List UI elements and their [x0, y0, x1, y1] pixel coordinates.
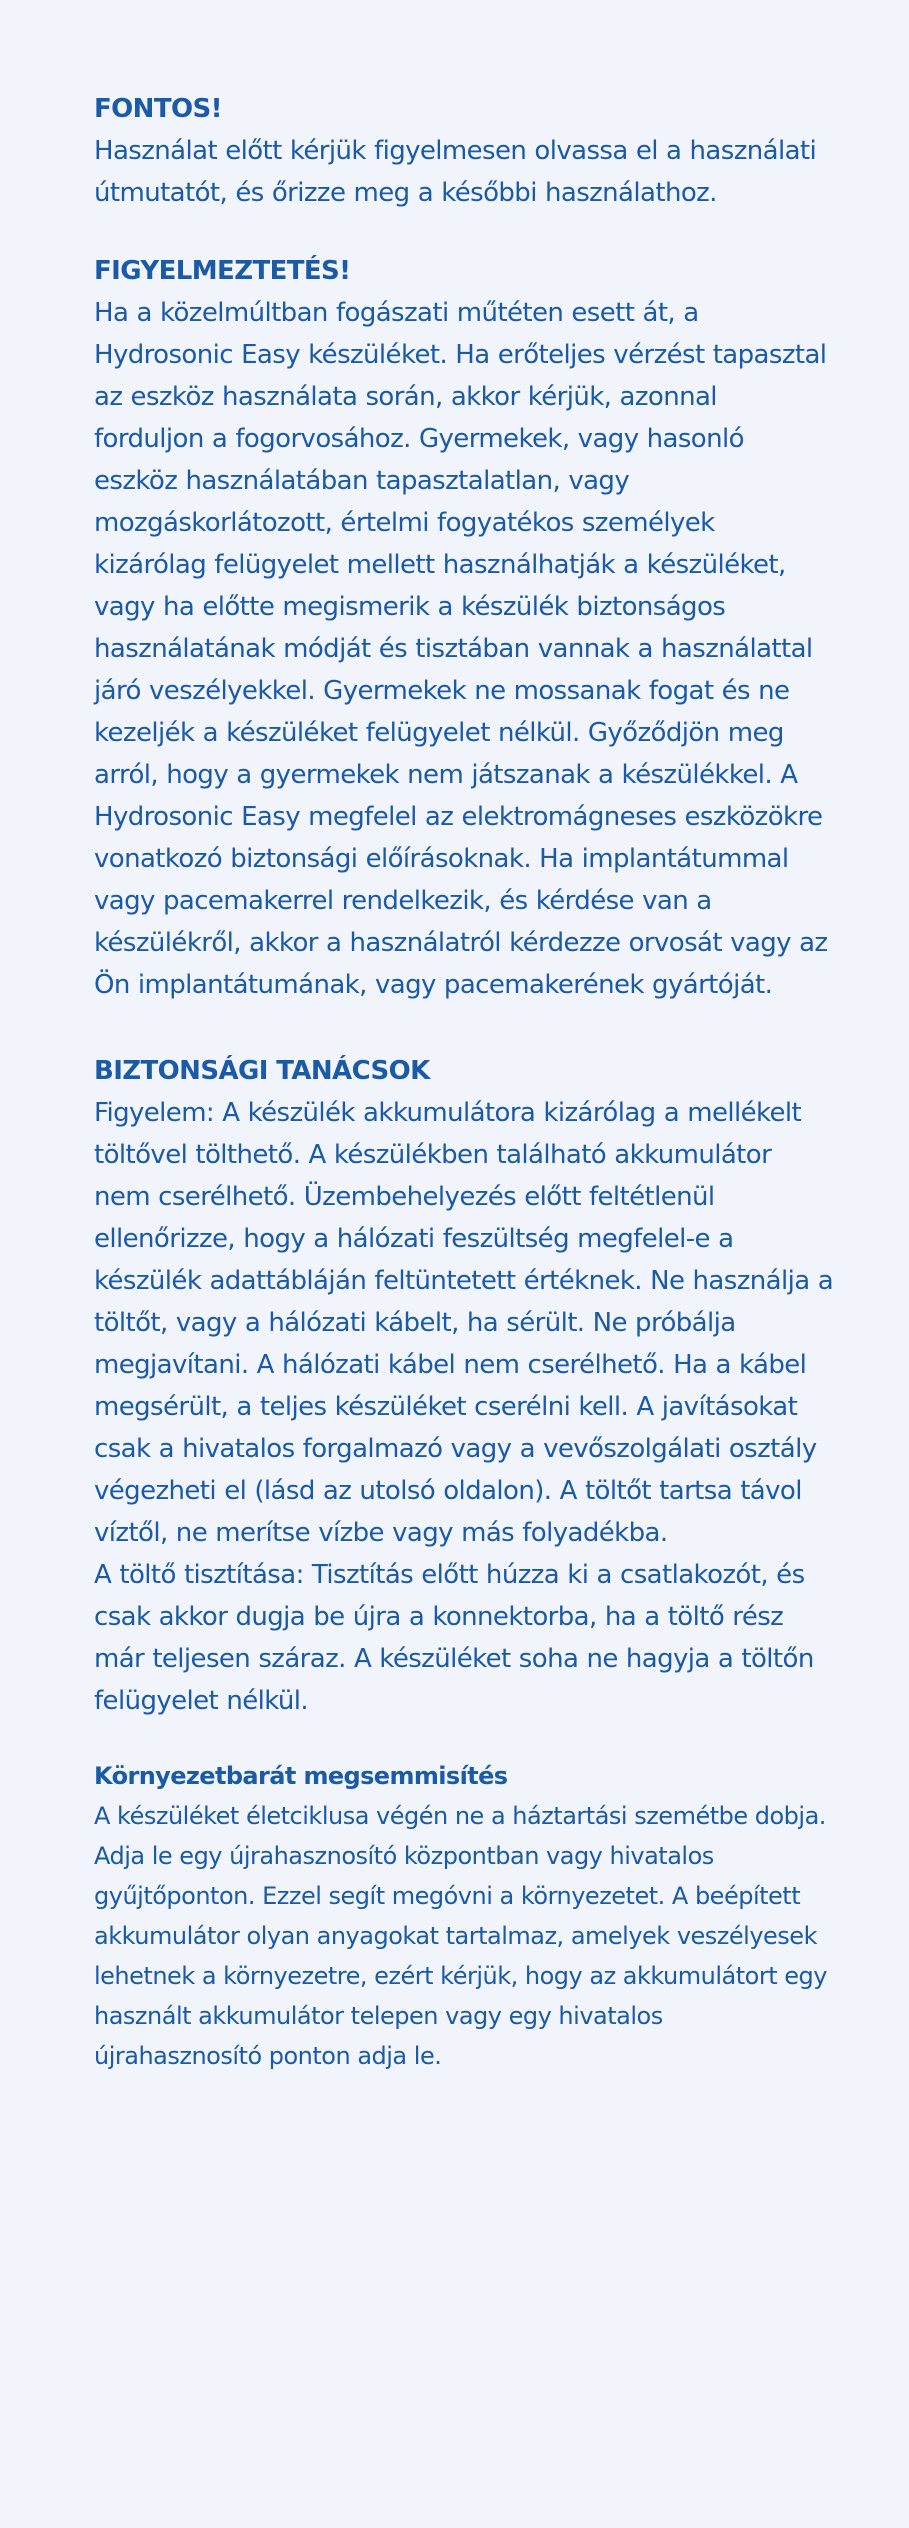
important-heading: FONTOS!	[94, 94, 222, 124]
spacer	[94, 1006, 834, 1050]
eco-section	[94, 1756, 834, 2076]
important-section	[94, 88, 834, 214]
spacer	[94, 1722, 834, 1756]
eco-text: A készüléket életciklusa végén ne a háztartási szemétbe dobja. Adja le egy újrahasznosító központban vagy hivatalos gyűjtőponton. Ezzel segít megóvni a környezetet. A beépített akkumulátor olyan anyagokat tartalmaz, amelyek veszélyesek lehetnek a környezetre, ezért kérjük, hogy az akkumulátort egy használt akkumulátor telepen vagy egy hivatalos újrahasznosító ponton adja le.	[94, 1802, 827, 2070]
page-content	[94, 88, 834, 2076]
spacer	[94, 214, 834, 250]
warning-heading: FIGYELMEZTETÉS!	[94, 256, 351, 286]
safety-heading: BIZTONSÁGI TANÁCSOK	[94, 1056, 430, 1086]
important-text: Használat előtt kérjük figyelmesen olvassa el a használati útmutatót, és őrizze meg a későbbi használathoz.	[94, 136, 817, 208]
warning-section	[94, 250, 834, 1006]
eco-heading: Környezetbarát megsemmisítés	[94, 1762, 508, 1790]
warning-text: Ha a közelmúltban fogászati műtéten esett át, a Hydrosonic Easy készüléket. Ha erőteljes vérzést tapasztal az eszköz használata során, akkor kérjük, azonnal forduljon a fogorvosához. Gyermekek, vagy hasonló eszköz használatában tapasztalatlan, vagy mozgáskorlátozott, értelmi fogyatékos személyek kizárólag felügyelet mellett használhatják a készüléket, vagy ha előtte megismerik a készülék biztonságos használatának módját és tisztában vannak a használattal járó veszélyekkel. Gyermekek ne mossanak fogat és ne kezeljék a készüléket felügyelet nélkül. Győződjön meg arról, hogy a gyermekek nem játszanak a készülékkel. A Hydrosonic Easy megfelel az elektromágneses eszközökre vonatkozó biztonsági előírásoknak. Ha implantátummal vagy pacemakerrel rendelkezik, és kérdése van a készülékről, akkor a használatról kérdezze orvosát vagy az Ön implantátumának, vagy pacemakerének gyártóját.	[94, 298, 828, 1000]
safety-section	[94, 1050, 834, 1722]
safety-text-2: A töltő tisztítása: Tisztítás előtt húzza ki a csatlakozót, és csak akkor dugja be újra a konnektorba, ha a töltő rész már teljesen száraz. A készüléket soha ne hagyja a töltőn felügyelet nélkül.	[94, 1560, 814, 1716]
safety-text-1: Figyelem: A készülék akkumulátora kizárólag a mellékelt töltővel tölthető. A készülékben található akkumulátor nem cserélhető. Üzembehelyezés előtt feltétlenül ellenőrizze, hogy a hálózati feszültség megfelel-e a készülék adattábláján feltüntetett értéknek. Ne használja a töltőt, vagy a hálózati kábelt, ha sérült. Ne próbálja megjavítani. A hálózati kábel nem cserélhető. Ha a kábel megsérült, a teljes készüléket cserélni kell. A javításokat csak a hivatalos forgalmazó vagy a vevőszolgálati osztály végezheti el (lásd az utolsó oldalon). A töltőt tartsa távol víztől, ne merítse vízbe vagy más folyadékba.	[94, 1098, 834, 1548]
